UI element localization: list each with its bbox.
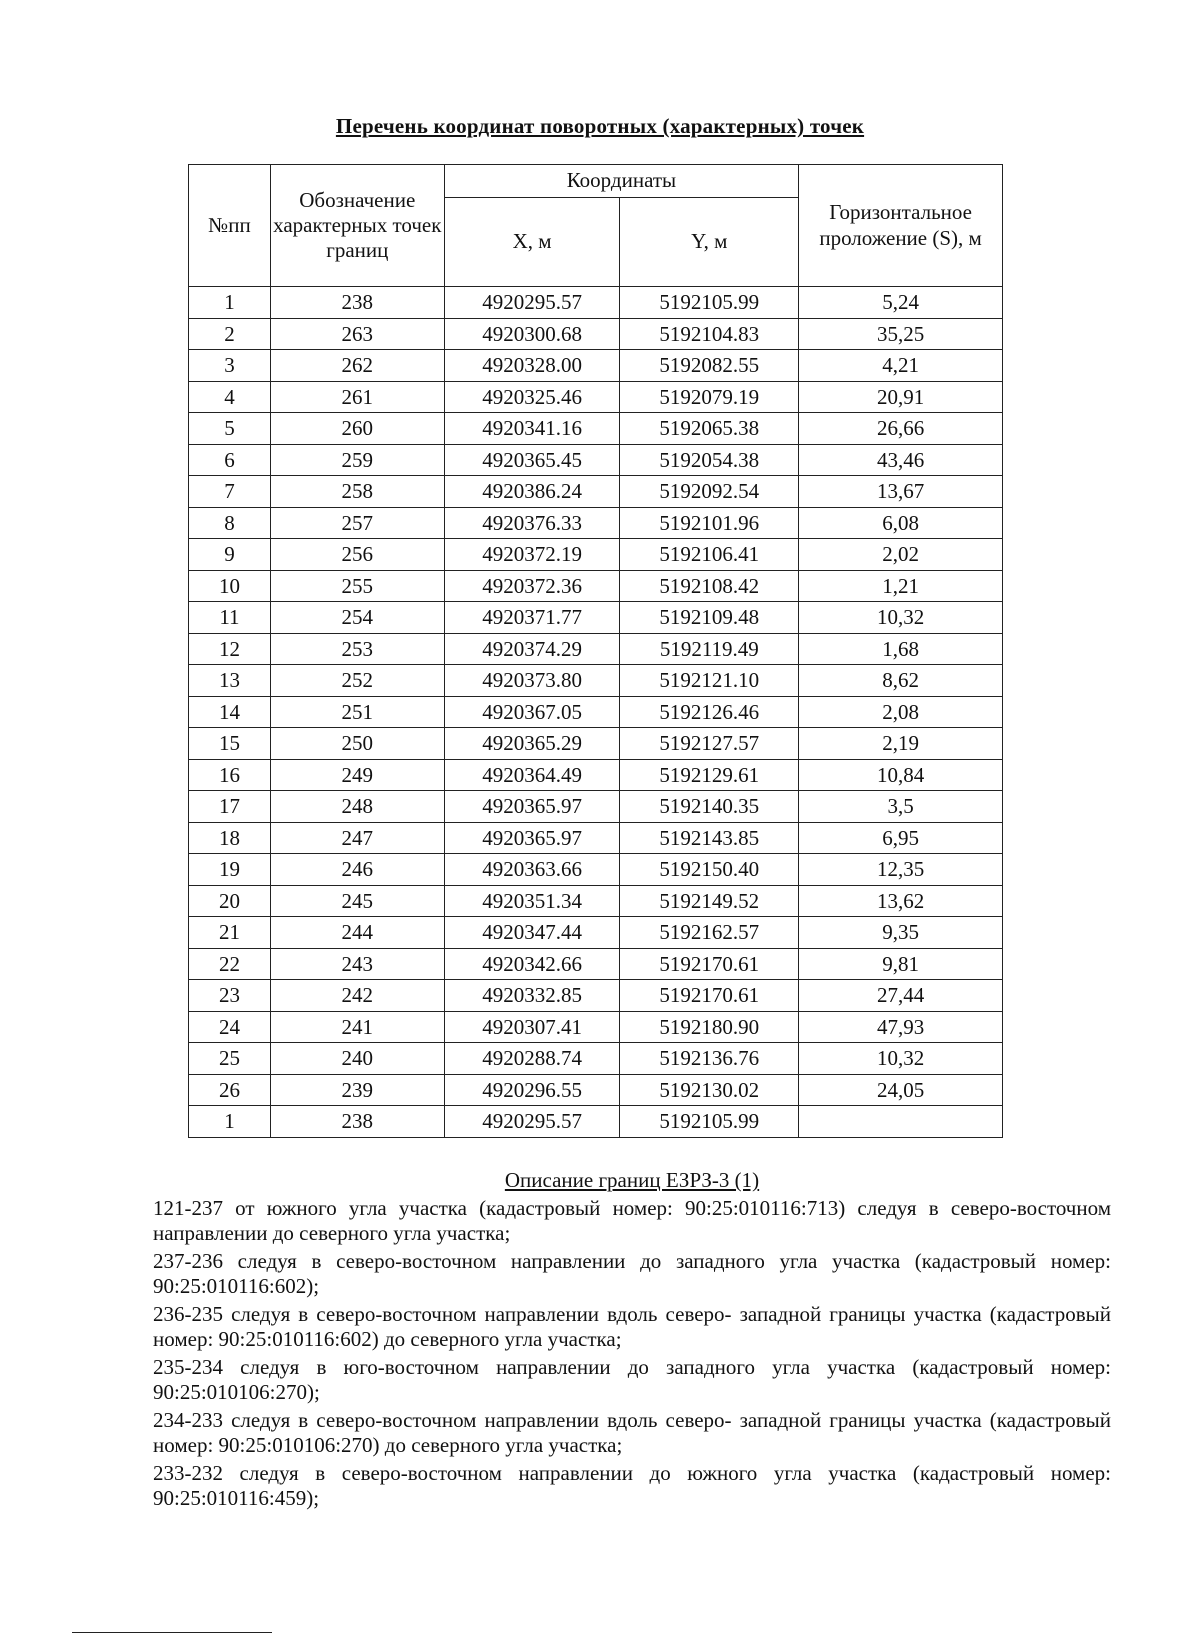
- cell-horizontal: 2,02: [799, 539, 1003, 571]
- table-row: [189, 696, 1003, 728]
- cell-num: 21: [189, 917, 271, 949]
- table-row: [189, 350, 1003, 382]
- cell-x: 4920342.66: [444, 948, 620, 980]
- cell-point: 260: [270, 413, 444, 445]
- cell-y: 5192130.02: [620, 1074, 799, 1106]
- cell-point: 240: [270, 1043, 444, 1075]
- cell-y: 5192162.57: [620, 917, 799, 949]
- cell-x: 4920376.33: [444, 507, 620, 539]
- header-designation: Обозначение характерных точек границ: [270, 165, 444, 287]
- cell-num: 24: [189, 1011, 271, 1043]
- cell-num: 25: [189, 1043, 271, 1075]
- cell-horizontal: 43,46: [799, 444, 1003, 476]
- cell-x: 4920372.36: [444, 570, 620, 602]
- cell-y: 5192150.40: [620, 854, 799, 886]
- cell-point: 255: [270, 570, 444, 602]
- header-horizontal: Горизонтальное проложение (S), м: [799, 165, 1003, 287]
- cell-horizontal: 10,32: [799, 1043, 1003, 1075]
- cell-y: 5192104.83: [620, 318, 799, 350]
- table-row: [189, 1106, 1003, 1138]
- cell-x: 4920365.97: [444, 822, 620, 854]
- cell-point: 245: [270, 885, 444, 917]
- table-body: [189, 287, 1003, 1138]
- cell-num: 5: [189, 413, 271, 445]
- cell-point: 244: [270, 917, 444, 949]
- cell-num: 2: [189, 318, 271, 350]
- cell-horizontal: 27,44: [799, 980, 1003, 1012]
- table-header: [189, 165, 1003, 287]
- cell-point: 263: [270, 318, 444, 350]
- cell-num: 23: [189, 980, 271, 1012]
- cell-num: 13: [189, 665, 271, 697]
- cell-num: 3: [189, 350, 271, 382]
- table-row: [189, 570, 1003, 602]
- cell-x: 4920295.57: [444, 287, 620, 319]
- cell-y: 5192119.49: [620, 633, 799, 665]
- cell-num: 14: [189, 696, 271, 728]
- cell-y: 5192092.54: [620, 476, 799, 508]
- cell-num: 26: [189, 1074, 271, 1106]
- description-paragraph: 236-235 следуя в северо-восточном направлении вдоль северо- западной границы участка (кадастровый номер: 90:25:010116:602) до северного угла участка;: [153, 1302, 1111, 1351]
- table-row: [189, 318, 1003, 350]
- cell-x: 4920351.34: [444, 885, 620, 917]
- cell-horizontal: [799, 1106, 1003, 1138]
- table-row: [189, 507, 1003, 539]
- table-row: [189, 413, 1003, 445]
- cell-num: 19: [189, 854, 271, 886]
- cell-horizontal: 4,21: [799, 350, 1003, 382]
- cell-num: 1: [189, 287, 271, 319]
- description-heading: Описание границ ЕЗРЗ-3 (1): [504, 1168, 760, 1192]
- footnote-divider: [72, 1632, 272, 1633]
- cell-x: 4920341.16: [444, 413, 620, 445]
- cell-horizontal: 2,19: [799, 728, 1003, 760]
- coordinates-table: [188, 164, 1003, 1138]
- cell-horizontal: 10,84: [799, 759, 1003, 791]
- cell-horizontal: 9,81: [799, 948, 1003, 980]
- table-row: [189, 665, 1003, 697]
- cell-y: 5192054.38: [620, 444, 799, 476]
- table-row: [189, 287, 1003, 319]
- table-row: [189, 633, 1003, 665]
- description-paragraph: 233-232 следуя в северо-восточном направлении до южного угла участка (кадастровый номер: 90:25:010116:459);: [153, 1461, 1111, 1510]
- header-x: X, м: [444, 198, 620, 287]
- cell-y: 5192105.99: [620, 287, 799, 319]
- cell-horizontal: 20,91: [799, 381, 1003, 413]
- table-row: [189, 539, 1003, 571]
- cell-point: 258: [270, 476, 444, 508]
- cell-x: 4920363.66: [444, 854, 620, 886]
- cell-x: 4920365.97: [444, 791, 620, 823]
- cell-horizontal: 1,21: [799, 570, 1003, 602]
- cell-y: 5192106.41: [620, 539, 799, 571]
- cell-x: 4920347.44: [444, 917, 620, 949]
- cell-point: 238: [270, 1106, 444, 1138]
- cell-y: 5192143.85: [620, 822, 799, 854]
- description-paragraph: 121-237 от южного угла участка (кадастровый номер: 90:25:010116:713) следуя в северо-восточном направлении до северного угла участка;: [153, 1196, 1111, 1245]
- cell-y: 5192108.42: [620, 570, 799, 602]
- cell-y: 5192109.48: [620, 602, 799, 634]
- cell-x: 4920325.46: [444, 381, 620, 413]
- cell-x: 4920374.29: [444, 633, 620, 665]
- cell-point: 241: [270, 1011, 444, 1043]
- cell-x: 4920307.41: [444, 1011, 620, 1043]
- table-row: [189, 476, 1003, 508]
- description-paragraphs: [153, 1196, 1111, 1511]
- table-row: [189, 1074, 1003, 1106]
- cell-x: 4920296.55: [444, 1074, 620, 1106]
- cell-num: 8: [189, 507, 271, 539]
- cell-horizontal: 8,62: [799, 665, 1003, 697]
- cell-point: 259: [270, 444, 444, 476]
- cell-horizontal: 12,35: [799, 854, 1003, 886]
- page-title: Перечень координат поворотных (характерных) точек: [335, 114, 865, 138]
- cell-y: 5192121.10: [620, 665, 799, 697]
- cell-point: 252: [270, 665, 444, 697]
- cell-point: 262: [270, 350, 444, 382]
- cell-point: 238: [270, 287, 444, 319]
- cell-x: 4920328.00: [444, 350, 620, 382]
- cell-point: 251: [270, 696, 444, 728]
- cell-num: 6: [189, 444, 271, 476]
- cell-x: 4920372.19: [444, 539, 620, 571]
- cell-num: 7: [189, 476, 271, 508]
- cell-horizontal: 2,08: [799, 696, 1003, 728]
- cell-y: 5192180.90: [620, 1011, 799, 1043]
- table-row: [189, 948, 1003, 980]
- cell-horizontal: 9,35: [799, 917, 1003, 949]
- cell-x: 4920386.24: [444, 476, 620, 508]
- cell-horizontal: 47,93: [799, 1011, 1003, 1043]
- cell-x: 4920300.68: [444, 318, 620, 350]
- cell-x: 4920364.49: [444, 759, 620, 791]
- table-row: [189, 791, 1003, 823]
- cell-point: 261: [270, 381, 444, 413]
- cell-horizontal: 1,68: [799, 633, 1003, 665]
- cell-horizontal: 10,32: [799, 602, 1003, 634]
- header-coordinates: Координаты: [444, 165, 798, 198]
- cell-point: 257: [270, 507, 444, 539]
- header-y: Y, м: [620, 198, 799, 287]
- boundary-description: [153, 1168, 1111, 1514]
- table-row: [189, 885, 1003, 917]
- cell-num: 11: [189, 602, 271, 634]
- header-num: №пп: [189, 165, 271, 287]
- cell-point: 249: [270, 759, 444, 791]
- cell-point: 247: [270, 822, 444, 854]
- cell-y: 5192149.52: [620, 885, 799, 917]
- cell-point: 243: [270, 948, 444, 980]
- cell-y: 5192127.57: [620, 728, 799, 760]
- cell-x: 4920365.29: [444, 728, 620, 760]
- cell-point: 242: [270, 980, 444, 1012]
- cell-y: 5192136.76: [620, 1043, 799, 1075]
- cell-y: 5192105.99: [620, 1106, 799, 1138]
- cell-num: 20: [189, 885, 271, 917]
- description-paragraph: 235-234 следуя в юго-восточном направлении до западного угла участка (кадастровый номер: 90:25:010106:270);: [153, 1355, 1111, 1404]
- cell-y: 5192082.55: [620, 350, 799, 382]
- cell-y: 5192170.61: [620, 948, 799, 980]
- cell-num: 1: [189, 1106, 271, 1138]
- table-row: [189, 854, 1003, 886]
- cell-horizontal: 3,5: [799, 791, 1003, 823]
- table-row: [189, 1043, 1003, 1075]
- description-paragraph: 237-236 следуя в северо-восточном направлении до западного угла участка (кадастровый номер: 90:25:010116:602);: [153, 1249, 1111, 1298]
- cell-x: 4920288.74: [444, 1043, 620, 1075]
- cell-num: 10: [189, 570, 271, 602]
- cell-horizontal: 5,24: [799, 287, 1003, 319]
- cell-horizontal: 6,08: [799, 507, 1003, 539]
- cell-horizontal: 6,95: [799, 822, 1003, 854]
- cell-num: 12: [189, 633, 271, 665]
- cell-y: 5192129.61: [620, 759, 799, 791]
- table-row: [189, 980, 1003, 1012]
- cell-point: 254: [270, 602, 444, 634]
- cell-y: 5192079.19: [620, 381, 799, 413]
- table-row: [189, 602, 1003, 634]
- cell-num: 18: [189, 822, 271, 854]
- cell-point: 246: [270, 854, 444, 886]
- cell-horizontal: 13,62: [799, 885, 1003, 917]
- cell-num: 4: [189, 381, 271, 413]
- cell-point: 253: [270, 633, 444, 665]
- table-row: [189, 917, 1003, 949]
- cell-y: 5192126.46: [620, 696, 799, 728]
- cell-num: 15: [189, 728, 271, 760]
- cell-x: 4920367.05: [444, 696, 620, 728]
- cell-horizontal: 35,25: [799, 318, 1003, 350]
- cell-x: 4920365.45: [444, 444, 620, 476]
- cell-y: 5192065.38: [620, 413, 799, 445]
- cell-x: 4920373.80: [444, 665, 620, 697]
- cell-x: 4920371.77: [444, 602, 620, 634]
- cell-num: 22: [189, 948, 271, 980]
- description-paragraph: 234-233 следуя в северо-восточном направлении вдоль северо- западной границы участка (кадастровый номер: 90:25:010106:270) до северного угла участка;: [153, 1408, 1111, 1457]
- cell-y: 5192170.61: [620, 980, 799, 1012]
- table-row: [189, 1011, 1003, 1043]
- cell-horizontal: 24,05: [799, 1074, 1003, 1106]
- table-row: [189, 728, 1003, 760]
- cell-num: 17: [189, 791, 271, 823]
- cell-point: 239: [270, 1074, 444, 1106]
- table-row: [189, 381, 1003, 413]
- cell-point: 248: [270, 791, 444, 823]
- cell-horizontal: 26,66: [799, 413, 1003, 445]
- table-row: [189, 444, 1003, 476]
- cell-x: 4920332.85: [444, 980, 620, 1012]
- cell-point: 256: [270, 539, 444, 571]
- cell-horizontal: 13,67: [799, 476, 1003, 508]
- cell-y: 5192140.35: [620, 791, 799, 823]
- table-row: [189, 822, 1003, 854]
- cell-y: 5192101.96: [620, 507, 799, 539]
- cell-point: 250: [270, 728, 444, 760]
- cell-x: 4920295.57: [444, 1106, 620, 1138]
- cell-num: 16: [189, 759, 271, 791]
- cell-num: 9: [189, 539, 271, 571]
- table-row: [189, 759, 1003, 791]
